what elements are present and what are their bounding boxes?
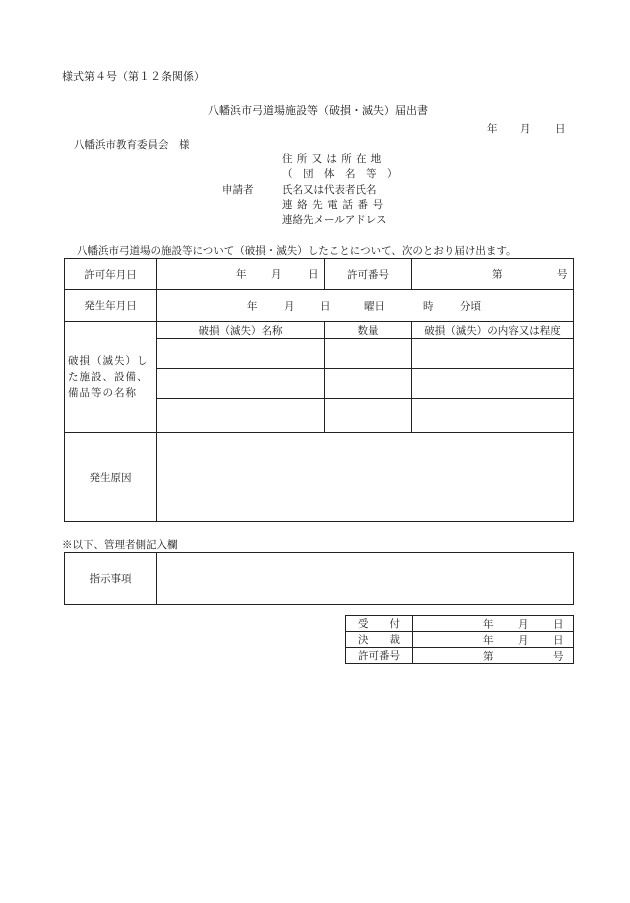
received-day: 日 [553, 618, 564, 630]
occur-date-label: 発生年月日 [65, 290, 157, 322]
permit-date-label: 許可年月日 [65, 259, 157, 290]
applicant-label: 申請者 [222, 184, 254, 196]
cause-label: 発生原因 [65, 433, 157, 522]
approved-month: 月 [518, 634, 529, 646]
occur-hour-label: 時 [423, 300, 434, 312]
permit-ordinal: 第 [492, 268, 503, 281]
damaged-qty-field[interactable] [325, 399, 412, 433]
instruction-field[interactable] [157, 553, 574, 605]
applicant-address: 住所又は所在地 [282, 153, 386, 165]
instruction-table [64, 552, 574, 605]
damaged-item-text: 破損（滅失）した施設、設備、備品等の名称 [68, 355, 149, 399]
date-year-label: 年 [487, 123, 498, 135]
occur-minute-label: 分頃 [460, 300, 481, 312]
permit-month-label: 月 [271, 268, 282, 281]
damaged-extent-field[interactable] [412, 369, 574, 399]
approved-date-field[interactable] [413, 632, 574, 648]
damaged-item-label [65, 322, 157, 433]
permit-number-field[interactable] [412, 259, 574, 290]
admin-note: ※以下、管理者側記入欄 [62, 539, 178, 551]
damaged-name-field[interactable] [157, 339, 325, 369]
receipt-number-suffix: 号 [553, 650, 564, 662]
receipt-permit-no-label: 許可番号 [346, 648, 413, 664]
receipt-table [345, 615, 574, 664]
permit-day-label: 日 [308, 268, 319, 281]
occur-weekday-label: 曜日 [364, 300, 385, 312]
col-header-qty: 数量 [325, 322, 412, 339]
permit-date-field[interactable] [157, 259, 325, 290]
date-day-label: 日 [555, 123, 566, 135]
approved-label: 決 裁 [346, 632, 413, 648]
received-year: 年 [483, 618, 494, 630]
received-date-field[interactable] [413, 616, 574, 632]
damaged-name-field[interactable] [157, 369, 325, 399]
received-month: 月 [518, 618, 529, 630]
date-month-label: 月 [520, 123, 531, 135]
applicant-email: 連絡先メールアドレス [282, 214, 387, 226]
occur-year-label: 年 [247, 300, 258, 312]
applicant-name: 氏名又は代表者氏名 [282, 184, 377, 196]
applicant-org: （ 団 体 名 等 ） [282, 168, 398, 180]
col-header-extent: 破損（滅失）の内容又は程度 [412, 322, 574, 339]
instruction-label: 指示事項 [65, 553, 157, 605]
damaged-qty-field[interactable] [325, 339, 412, 369]
permit-year-label: 年 [236, 268, 247, 281]
damaged-extent-field[interactable] [412, 399, 574, 433]
damaged-extent-field[interactable] [412, 339, 574, 369]
intro-sentence: 八幡浜市弓道場の施設等について（破損・滅失）したことについて、次のとおり届け出ます。 [77, 245, 517, 257]
report-table [64, 258, 574, 522]
damaged-name-field[interactable] [157, 399, 325, 433]
occur-date-field[interactable] [157, 290, 574, 322]
occur-month-label: 月 [284, 300, 295, 312]
document-title: 八幡浜市弓道場施設等（破損・滅失）届出書 [208, 104, 428, 117]
receipt-ordinal: 第 [483, 650, 494, 662]
receipt-permit-no-field[interactable] [413, 648, 574, 664]
col-header-name: 破損（滅失）名称 [157, 322, 325, 339]
cause-field[interactable] [157, 433, 574, 522]
form-number: 様式第４号（第１２条関係） [62, 70, 205, 83]
damaged-qty-field[interactable] [325, 369, 412, 399]
applicant-phone: 連絡先電話番号 [282, 199, 388, 211]
approved-day: 日 [553, 634, 564, 646]
addressee: 八幡浜市教育委員会 様 [74, 139, 190, 151]
received-label: 受 付 [346, 616, 413, 632]
occur-day-label: 日 [320, 300, 331, 312]
permit-number-suffix: 号 [557, 268, 568, 281]
approved-year: 年 [483, 634, 494, 646]
permit-number-label: 許可番号 [325, 259, 412, 290]
